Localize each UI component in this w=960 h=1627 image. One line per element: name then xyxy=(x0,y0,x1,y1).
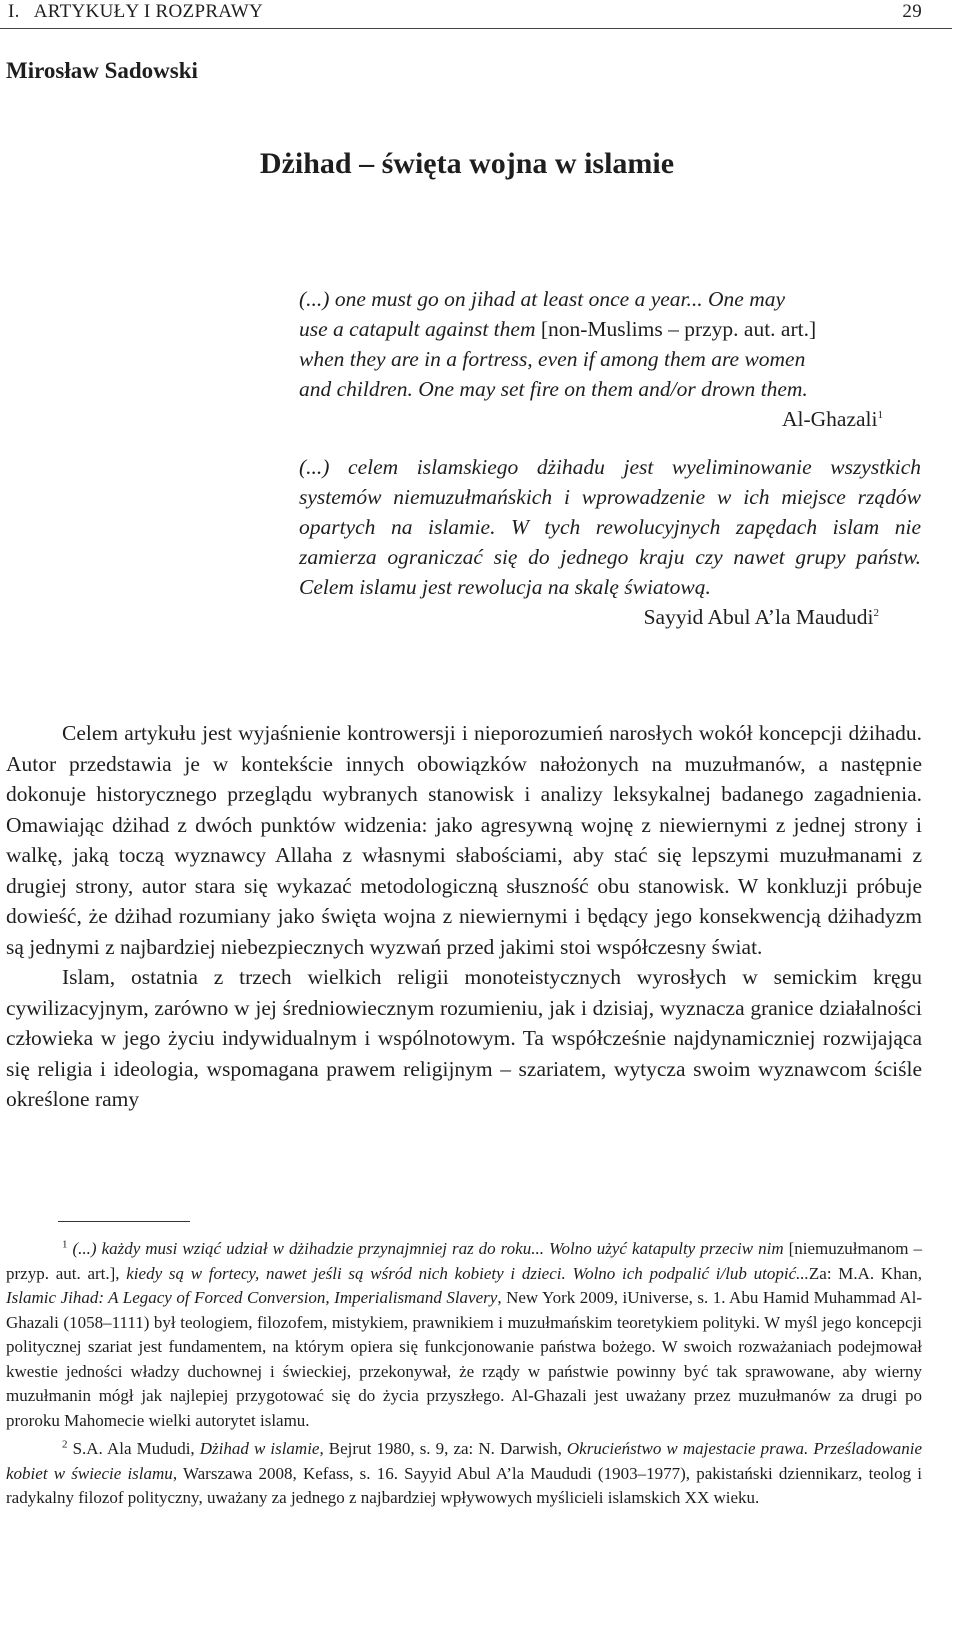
paragraph: Celem artykułu jest wyjaśnienie kontrowersji i nieporozumień narosłych wokół koncepcji dżihadu. Autor przedstawia je w kontekście innych obowiązków nałożonych na muzułmanów, a następnie dokonuje historycznego przeglądu wybranych stanowisk i analizy leksykalnej badanego zagadnienia. Omawiając dżihad z dwóch punktów widzenia: jako agresywną wojnę z niewiernymi z jednej strony i walkę, jaką toczą wyznawcy Allaha z własnymi słabościami, aby stać się lepszymi muzułmanami z drugiej strony, autor stara się wykazać metodologiczną słuszność obu stanowisk. W konkluzji próbuje dowieść, że dżihad rozumiany jako święta wojna z niewiernymi i będący jego konsekwencją dżihadyzm są jednymi z najbardziej niebezpiecznych wyzwań przed jakimi stoi współczesny świat. xyxy=(6,721,922,959)
author-name: Mirosław Sadowski xyxy=(6,58,198,83)
footnote-text: , New York 2009, iUniverse, s. 1. Abu Hamid Muhammad Al-Ghazali (1058–1111) był teologiem, filozofem, mistykiem, prawnikiem i muzułmańskim teoretykiem polityki. W myśl jego koncepcji politycznej szariat jest fundamentem, na którym opiera się funkcjonowanie państwa bożego. W swoich rozważaniach podejmował kwestie jedności władzy duchownej i świeckiej, przekonywał, że rządy w państwie powinny być tak sprawowane, aby wierny muzułmanin mógł jak najlepiej przygotować się do życia przyszłego. Al-Ghazali jest uważany przez muzułmanów za drugi po proroku Mahomecie wielki autorytet islamu. xyxy=(6,1288,922,1430)
footnote-book-title: Dżihad w islamie, xyxy=(199,1439,324,1458)
footnote-number: 1 xyxy=(62,1238,68,1251)
attribution-name: Al-Ghazali xyxy=(781,407,878,431)
page-number: 29 xyxy=(902,1,922,22)
footnote-text: S.A. Ala Mududi, xyxy=(72,1439,200,1458)
footnote-text: Bejrut 1980, s. 9, za: N. Darwish, xyxy=(323,1439,567,1458)
motto-line: when they are in a fortress, even if among them are women xyxy=(299,347,806,371)
footnote-text: Za: M.A. Khan, xyxy=(808,1263,922,1283)
motto-insertion: [non-Muslims – przyp. aut. art.] xyxy=(540,317,817,341)
footnotes xyxy=(6,1237,922,1515)
attribution-name: Sayyid Abul A’la Maududi xyxy=(643,605,874,629)
footnote-book-title: Okrucieństwo w majestacie prawa. Prześladowanie kobiet w świecie islamu xyxy=(6,1439,922,1483)
footnote-book-title: Islamic Jihad: A Legacy of Forced Conversion, Imperialismand Slavery xyxy=(6,1288,498,1307)
footnote-text: , Warszawa 2008, Kefass, s. 16. Sayyid Abul A’la Maududi (1903–1977), pakistański dziennikarz, teolog i radykalny filozof polityczny, uważany za jednego z najbardziej wpływowych myślicieli islamskich XX wieku. xyxy=(6,1463,922,1507)
motto-line: and children. One may set fire on them and/or drown them. xyxy=(299,377,808,401)
motto-line: (...) one must go on jihad at least once a year... One may xyxy=(299,287,786,311)
motto-maududi xyxy=(299,452,921,632)
footnote-number: 2 xyxy=(62,1438,68,1451)
paragraph: Islam, ostatnia z trzech wielkich religii monoteistycznych wyrosłych w semickim kręgu cywilizacyjnym, zarówno w jej średniowiecznym rozumieniu, jak i dzisiaj, wyznacza granice działalności człowieka w jego życiu indywidualnym i wspólnotowym. Ta współcześnie najdynamiczniej rozwijająca się religia i ideologia, wspomagana prawem religijnym – szariatem, wytycza swoim wyznawcom ściśle określone ramy xyxy=(6,965,922,1111)
footnote-ref[interactable]: 1 xyxy=(877,408,883,421)
footnote-text: (...) każdy musi wziąć udział w dżihadzie przynajmniej raz do roku... Wolno użyć katapulty przeciw nim xyxy=(72,1239,789,1258)
motto-attribution xyxy=(299,404,921,434)
motto-text: use a catapult against them xyxy=(299,317,541,341)
footnote-ref[interactable]: 2 xyxy=(873,606,879,619)
motto-text: (...) celem islamskiego dżihadu jest wyeliminowanie wszystkich systemów niemuzułmańskich i wprowadzenie w ich miejsce rządów opartych na islamie. W tych rewolucyjnych zapędach islam nie zamierza ograniczać się do jednego kraju czy nawet grupy państw. Celem islamu jest rewolucja na skalę światową. xyxy=(299,455,921,599)
section-label: I. ARTYKUŁY I ROZPRAWY xyxy=(8,1,264,22)
footnote-text: kiedy są w fortecy, nawet jeśli są wśród nich kobiety i dzieci. Wolno ich podpalić i/lub utopić... xyxy=(126,1263,809,1283)
footnote-1 xyxy=(6,1237,922,1433)
motto-al-ghazali xyxy=(299,284,921,434)
motto-attribution xyxy=(299,602,921,632)
header-rule xyxy=(0,28,952,29)
article-title: Dżihad – święta wojna w islamie xyxy=(259,147,675,180)
footnote-rule xyxy=(58,1221,190,1222)
article-body xyxy=(6,718,922,1115)
footnote-text: [niemuzułmanom – przyp. aut. art.], xyxy=(6,1239,923,1283)
running-header xyxy=(8,0,922,26)
footnote-2 xyxy=(6,1437,922,1511)
motto-line xyxy=(299,314,921,344)
